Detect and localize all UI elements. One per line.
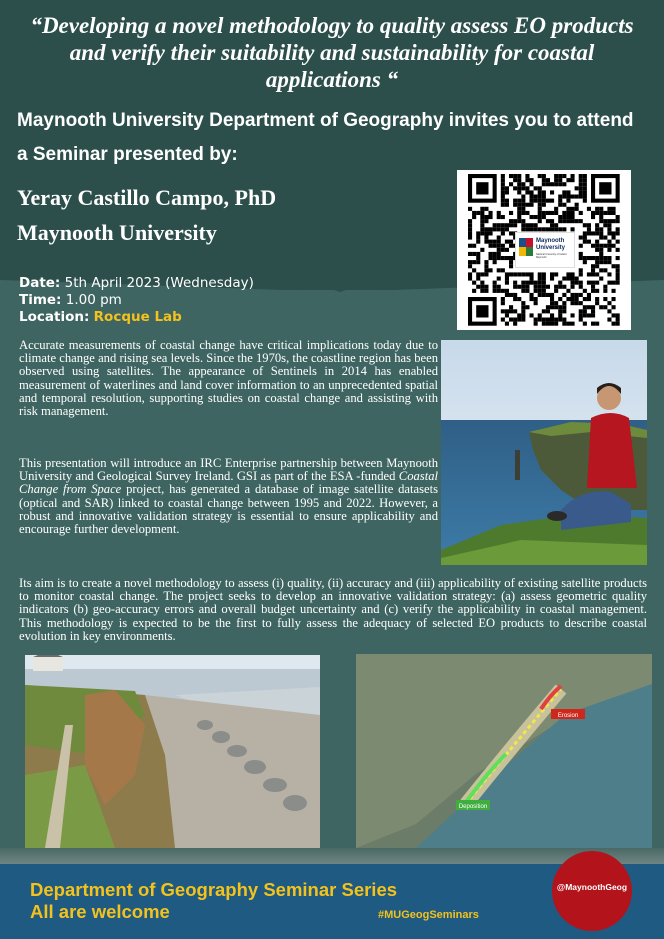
university-logo <box>515 232 575 268</box>
presenter-photo <box>441 340 647 565</box>
presenter-block <box>17 180 437 250</box>
logo-irish: National University of Ireland Maynooth <box>536 253 567 259</box>
coastal-erosion-photo <box>25 655 320 848</box>
seminar-title: “Developing a novel methodology to quality assess EO products and verify their suitability and sustainability for coastal applications “ <box>30 13 634 92</box>
hashtag[interactable]: #MUGeogSeminars <box>378 909 479 921</box>
abstract-paragraph-2 <box>19 457 438 536</box>
qr-code[interactable] <box>457 170 631 330</box>
location-value: Rocque Lab <box>93 309 182 325</box>
social-handle-badge[interactable] <box>552 851 632 931</box>
invite-text: Maynooth University Department of Geography invites you to attend a Seminar presented by: <box>17 110 634 165</box>
location-label: Location: <box>19 309 90 325</box>
date-label: Date: <box>19 275 61 291</box>
social-handle: @MaynoothGeog <box>556 882 628 892</box>
series-welcome: All are welcome <box>30 901 170 922</box>
project-name: Coastal Change from Space <box>19 469 438 497</box>
presenter-affiliation: Maynooth University <box>17 220 217 245</box>
deposition-label: Deposition <box>458 804 488 810</box>
paragraph2-after: project, has generated a database of image satellite datasets (optical and SAR) linked to coastal change between 1995 and 2022. However, a robust and innovative validation strategy is essential to ensure applicability and encourage further development. <box>19 482 438 537</box>
time-line <box>19 292 254 309</box>
satellite-map <box>356 654 652 848</box>
date-value: 5th April 2023 (Wednesday) <box>64 275 254 291</box>
time-value: 1.00 pm <box>65 292 122 308</box>
time-label: Time: <box>19 292 62 308</box>
date-line <box>19 275 254 292</box>
crest-icon <box>519 238 533 256</box>
paragraph2-before: This presentation will introduce an IRC Enterprise partnership between Maynooth University and Geological Survey Ireland. GSI as part of the ESA -funded <box>19 456 438 484</box>
location-line <box>19 309 254 326</box>
abstract-paragraph-1: Accurate measurements of coastal change have critical implications today due to climate change and rising sea levels. Since the 1970s, the coastline region has been observed using satellites. The appearance of Sentinels in 2014 has enabled measurement of waterlines and land cover information to an unprecedented spatial and temporal resolution, supporting studies on coastal change and assisting with risk management. <box>19 338 438 419</box>
logo-name: Maynooth University <box>536 238 566 251</box>
seminar-series <box>30 879 397 923</box>
erosion-label: Erosion <box>557 713 579 719</box>
abstract-paragraph-3: Its aim is to create a novel methodology to assess (i) quality, (ii) accuracy and (iii) applicability of existing satellite products to monitor coastal change. The project seeks to develop an innovative validation strategy: (a) assess geometric quality indicators (b) geo-accuracy errors and overall budget uncertainty and (c) verify the applicability in coastal management. This methodology is expected to be the first to fully assess the adequacy of selected EO products to describe coastal evolution in key environments. <box>19 576 647 643</box>
event-details <box>19 275 254 326</box>
series-title: Department of Geography Seminar Series <box>30 879 398 900</box>
presenter-name: Yeray Castillo Campo, PhD <box>17 185 277 210</box>
